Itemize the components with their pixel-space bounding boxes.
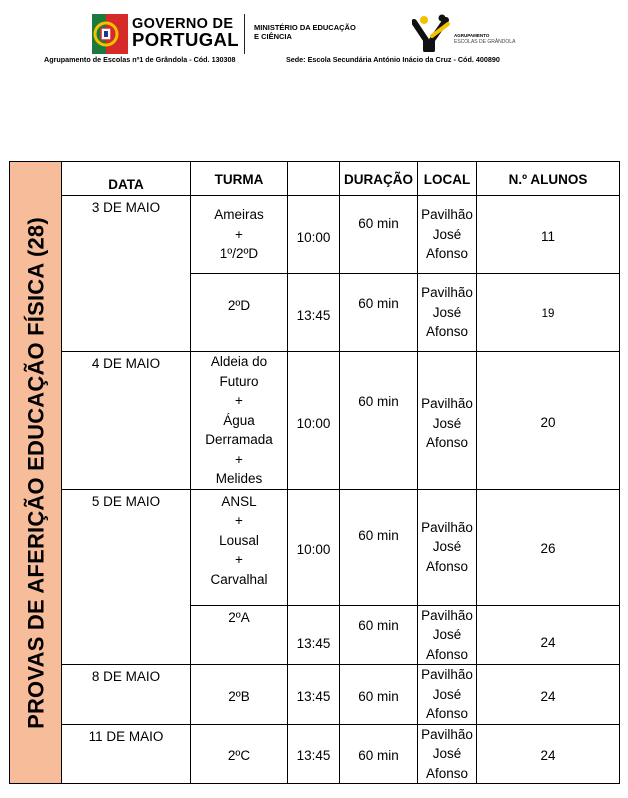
side-label: PROVAS DE AFERIÇÃO EDUCAÇÃO FÍSICA (28)	[22, 216, 48, 729]
local-cell	[418, 724, 477, 784]
local-line: Pavilhão	[421, 285, 473, 301]
duration-cell: 60 min	[340, 605, 418, 665]
column-header-duracao: DURAÇÃO	[340, 162, 418, 196]
duration-cell: 60 min	[340, 489, 418, 605]
local-line: Pavilhão	[421, 207, 473, 223]
local-line: Afonso	[425, 706, 469, 721]
turma-cell	[191, 489, 288, 605]
turma-cell	[191, 352, 288, 490]
turma-line: Lousal	[219, 532, 259, 548]
table-header-row	[10, 162, 620, 196]
column-header-local: LOCAL	[418, 162, 477, 196]
side-label-cell	[10, 162, 62, 784]
government-title-line1: GOVERNO DE	[132, 16, 234, 32]
school-seat-line: Sede: Escola Secundária António Inácio da Cruz - Cód. 400890	[286, 55, 500, 64]
table-row	[10, 352, 620, 490]
students-count-cell: 20	[477, 352, 620, 490]
local-line: José	[432, 415, 462, 431]
turma-line: Aldeia do	[210, 354, 268, 369]
local-line: José	[432, 539, 462, 555]
students-count-cell: 26	[477, 489, 620, 605]
time-cell: 13:45	[288, 605, 340, 665]
agrupamento-logo-text: AGRUPAMENTO	[454, 33, 490, 38]
schedule-table-wrapper	[9, 161, 620, 784]
local-cell	[418, 196, 477, 274]
local-cell	[418, 605, 477, 665]
turma-cell	[191, 665, 288, 725]
students-count-cell: 11	[477, 196, 620, 274]
duration-cell: 60 min	[340, 352, 418, 490]
local-line: José	[432, 226, 462, 242]
table-row	[10, 489, 620, 605]
turma-line: 1º/2ºD	[219, 246, 259, 262]
duration-cell: 60 min	[340, 274, 418, 352]
agrupamento-logo-icon	[412, 14, 452, 52]
turma-line: +	[235, 513, 243, 528]
local-line: Afonso	[425, 435, 469, 450]
column-header-alunos: N.º ALUNOS	[477, 162, 620, 196]
local-line: Pavilhão	[421, 396, 473, 411]
local-line: José	[432, 686, 462, 702]
date-cell: 11 DE MAIO	[62, 724, 191, 784]
local-line: Afonso	[425, 558, 469, 574]
turma-line: Carvalhal	[210, 571, 268, 587]
students-count-cell: 19	[477, 274, 620, 352]
local-cell	[418, 489, 477, 605]
local-cell	[418, 352, 477, 490]
time-cell: 10:00	[288, 196, 340, 274]
local-cell	[418, 274, 477, 352]
table-row	[10, 724, 620, 784]
students-count-cell: 24	[477, 605, 620, 665]
turma-line: Melides	[215, 471, 263, 486]
local-line: Pavilhão	[421, 667, 473, 682]
turma-line: ANSL	[221, 493, 257, 509]
time-cell: 13:45	[288, 274, 340, 352]
date-cell: 8 DE MAIO	[62, 665, 191, 725]
schedule-table	[9, 161, 620, 784]
students-count-cell: 24	[477, 665, 620, 725]
turma-cell	[191, 274, 288, 352]
local-line: José	[432, 746, 462, 761]
turma-line: Água	[223, 412, 255, 428]
turma-line: 2ºA	[228, 609, 250, 625]
turma-line: +	[235, 393, 243, 408]
column-header-hora	[288, 162, 340, 196]
local-line: Afonso	[425, 246, 469, 262]
date-cell: 5 DE MAIO	[62, 489, 191, 665]
time-cell: 10:00	[288, 352, 340, 490]
local-cell	[418, 665, 477, 725]
local-line: Afonso	[425, 646, 469, 662]
turma-line: Derramada	[205, 432, 273, 447]
column-header-data: DATA	[62, 162, 191, 196]
local-line: Pavilhão	[421, 607, 473, 623]
students-count-cell: 24	[477, 724, 620, 784]
turma-cell	[191, 605, 288, 665]
turma-cell	[191, 724, 288, 784]
ministry-line2: E CIÊNCIA	[254, 32, 292, 41]
local-line: Pavilhão	[421, 726, 473, 742]
document-header	[0, 0, 628, 70]
table-row	[10, 196, 620, 274]
date-cell: 3 DE MAIO	[62, 196, 191, 352]
date-cell: 4 DE MAIO	[62, 352, 191, 490]
column-header-turma: TURMA	[191, 162, 288, 196]
government-title-line2: PORTUGAL	[132, 29, 240, 50]
turma-line: 2ºB	[228, 688, 250, 704]
time-cell: 10:00	[288, 489, 340, 605]
turma-line: Ameiras	[214, 207, 264, 223]
turma-line: 2ºD	[227, 298, 251, 313]
local-line: José	[432, 627, 462, 642]
duration-cell: 60 min	[340, 665, 418, 725]
time-cell: 13:45	[288, 724, 340, 784]
school-group-line: Agrupamento de Escolas nº1 de Grândola - Cód. 130308	[44, 55, 236, 64]
duration-cell: 60 min	[340, 196, 418, 274]
agrupamento-logo-subtext: ESCOLAS DE GRÂNDOLA	[454, 39, 516, 45]
ministry-line1: MINISTÉRIO DA EDUCAÇÃO	[254, 23, 356, 32]
local-line: Afonso	[425, 324, 469, 340]
turma-line: +	[235, 552, 243, 567]
turma-line: 2ºC	[227, 748, 251, 763]
duration-cell: 60 min	[340, 724, 418, 784]
local-line: Pavilhão	[421, 519, 473, 535]
time-cell: 13:45	[288, 665, 340, 725]
local-line: Afonso	[425, 765, 469, 781]
turma-cell	[191, 196, 288, 274]
portugal-coat-of-arms-icon	[92, 14, 128, 54]
local-line: José	[432, 304, 462, 320]
turma-line: +	[235, 226, 243, 242]
header-divider	[244, 14, 245, 54]
turma-line: +	[235, 451, 243, 467]
turma-line: Futuro	[219, 373, 259, 389]
table-row	[10, 665, 620, 725]
